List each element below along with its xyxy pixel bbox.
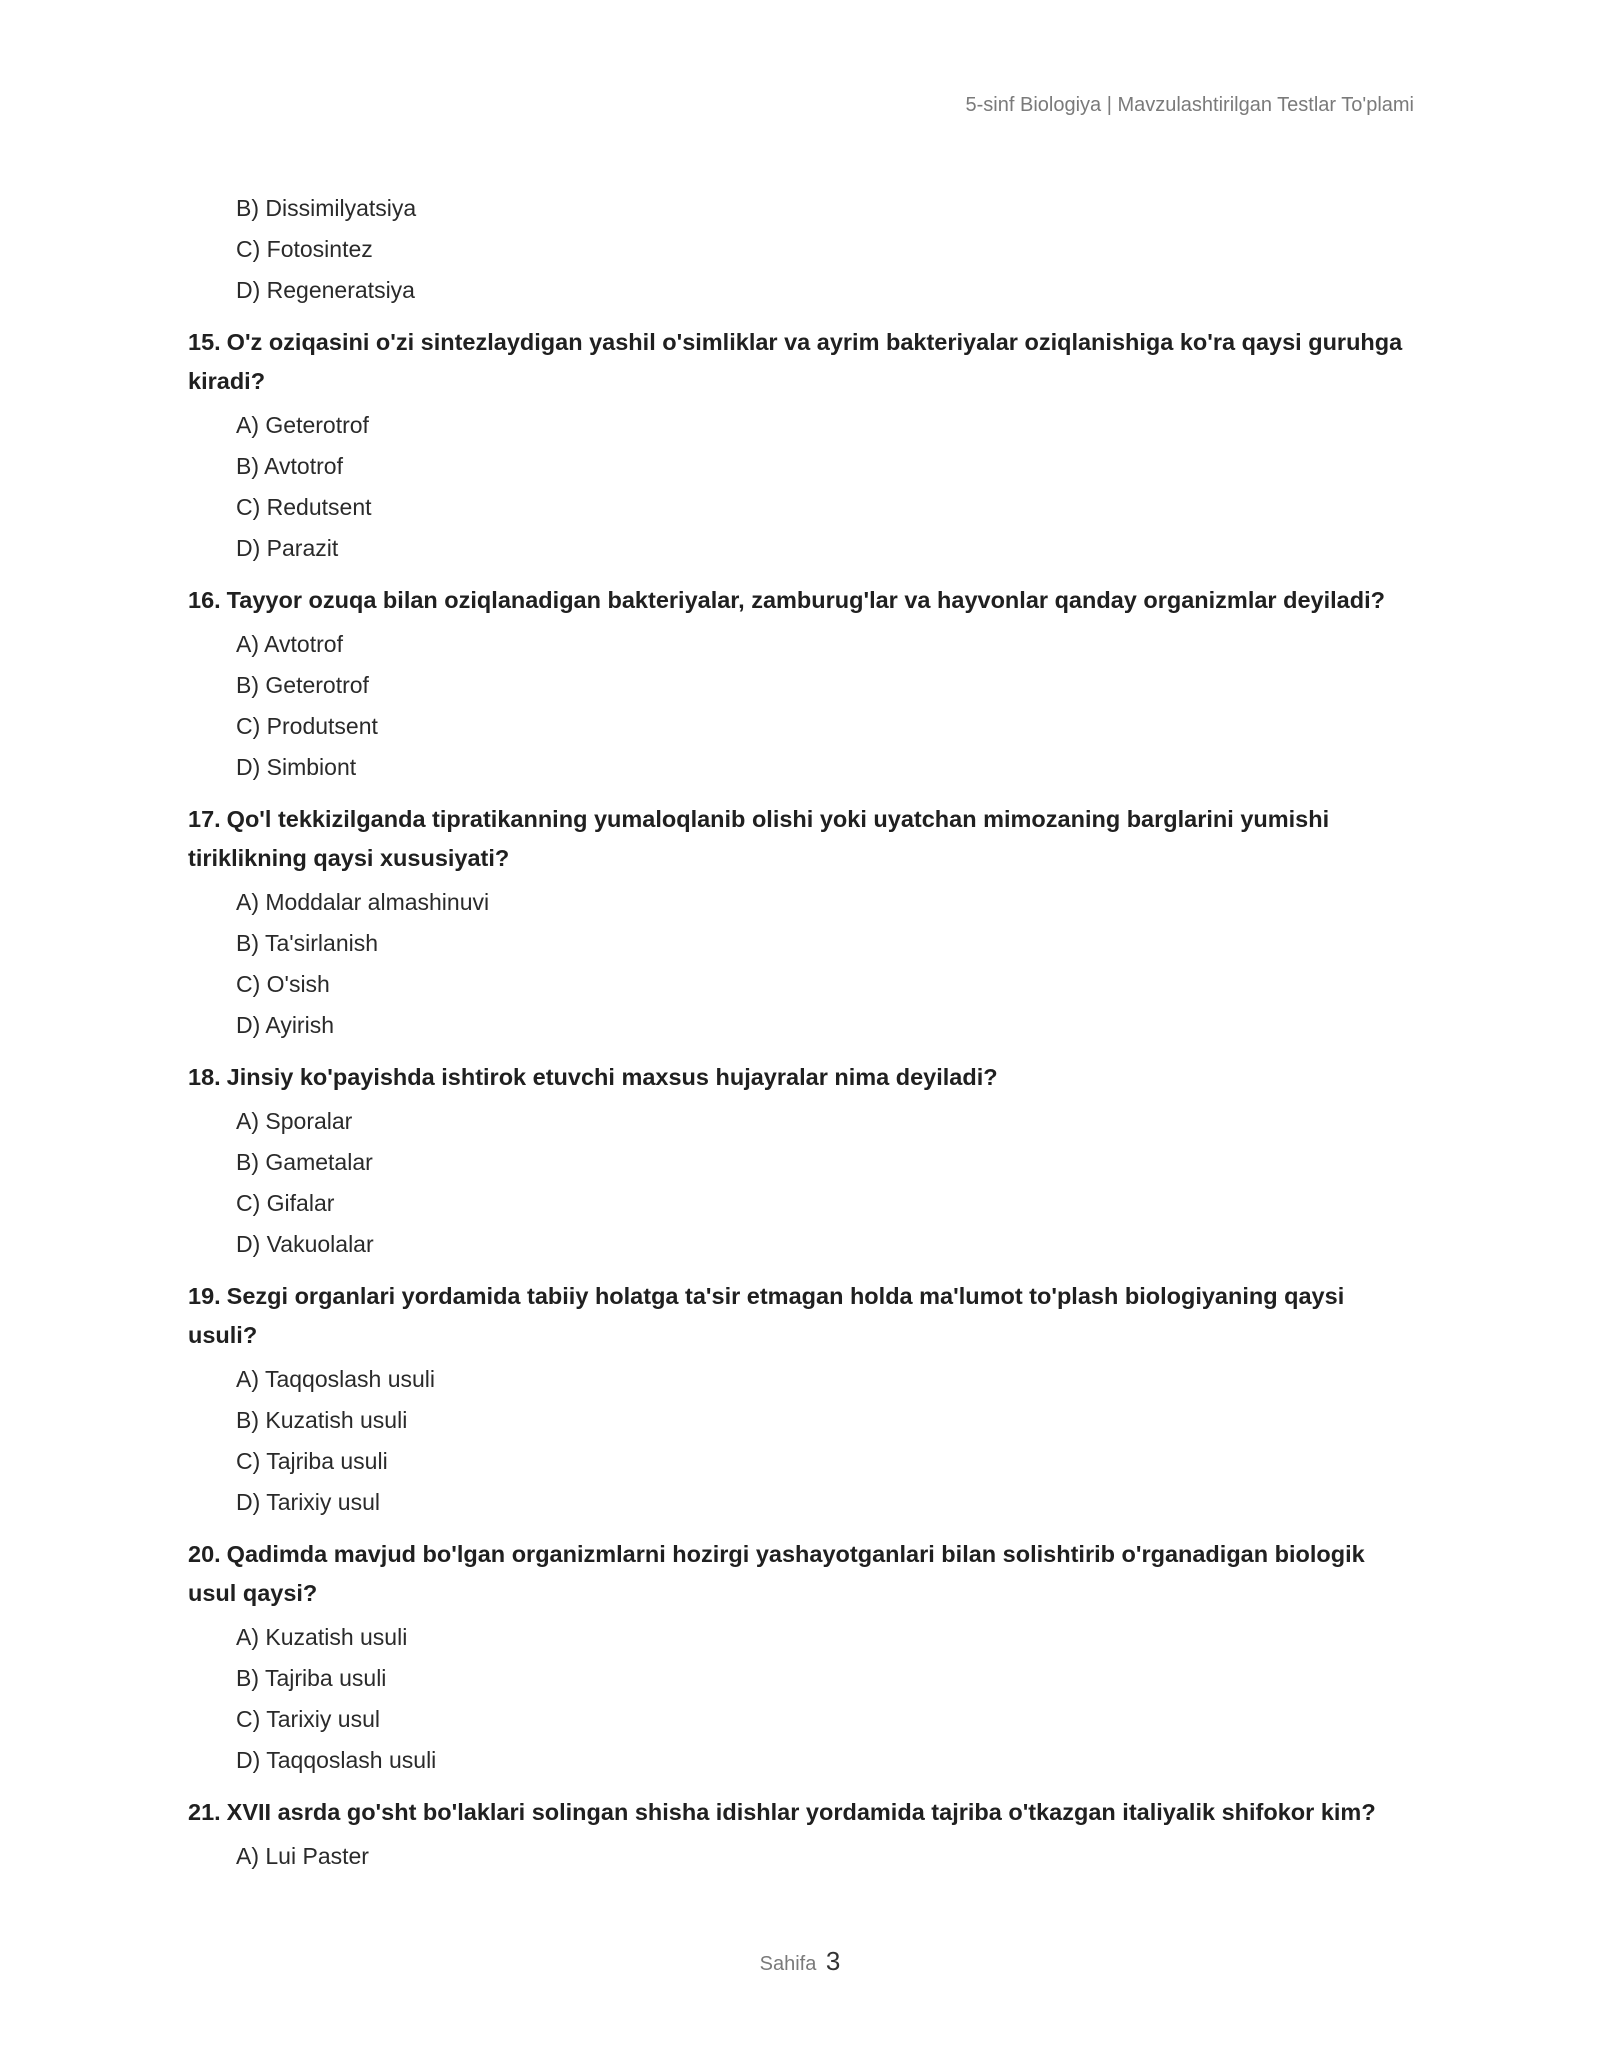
answer-option: C) O'sish [236,971,330,997]
page-label: Sahifa [759,1953,817,1975]
document-body [188,188,1416,1877]
answer-option: B) Geterotrof [236,672,369,698]
question-number: 19. [188,1283,221,1309]
question-block-21 [188,1793,1416,1877]
question-number: 15. [188,329,221,355]
continued-options [188,188,1416,311]
answer-option: A) Lui Paster [236,1843,369,1869]
question-block-18 [188,1058,1416,1265]
question-block-17 [188,800,1416,1046]
question-body: Jinsiy ko'payishda ishtirok etuvchi maxsus hujayralar nima deyiladi? [226,1064,998,1090]
answer-option: D) Taqqoslash usuli [236,1747,437,1773]
answer-option: C) Tajriba usuli [236,1448,388,1474]
question-body: O'z oziqasini o'zi sintezlaydigan yashil o'simliklar va ayrim bakteriyalar oziqlanishiga ko'ra qaysi guruhga kiradi? [188,329,1403,394]
answer-option: B) Ta'sirlanish [236,930,379,956]
question-text [188,323,1416,401]
question-number: 21. [188,1799,221,1825]
answer-option: A) Moddalar almashinuvi [236,889,490,915]
question-number: 16. [188,587,221,613]
question-text [188,581,1416,620]
answer-option: A) Geterotrof [236,412,369,438]
answer-option: D) Tarixiy usul [236,1489,380,1515]
answer-option: B) Avtotrof [236,453,343,479]
question-text [188,1793,1416,1832]
question-block-20 [188,1535,1416,1781]
question-body: Sezgi organlari yordamida tabiiy holatga ta'sir etmagan holda ma'lumot to'plash biologiyaning qaysi usuli? [188,1283,1345,1348]
page-footer [0,1946,1600,1977]
question-body: Qo'l tekkizilganda tipratikanning yumaloqlanib olishi yoki uyatchan mimozaning barglarini yumishi tiriklikning qaysi xususiyati? [188,806,1330,871]
page-number: 3 [825,1946,841,1976]
question-text [188,1535,1416,1613]
answer-option: C) Fotosintez [236,236,373,262]
page-header: 5-sinf Biologiya | Mavzulashtirilgan Testlar To'plami [965,94,1414,116]
answer-option: D) Simbiont [236,754,357,780]
question-block-19 [188,1277,1416,1523]
question-body: Qadimda mavjud bo'lgan organizmlarni hozirgi yashayotganlari bilan solishtirib o'rganadigan biologik usul qaysi? [188,1541,1365,1606]
answer-option: A) Kuzatish usuli [236,1624,408,1650]
answer-option: B) Tajriba usuli [236,1665,387,1691]
question-block-15 [188,323,1416,569]
question-number: 17. [188,806,221,832]
answer-option: A) Sporalar [236,1108,353,1134]
answer-option: A) Avtotrof [236,631,343,657]
question-block-16 [188,581,1416,788]
answer-option: D) Parazit [236,535,339,561]
answer-option: C) Tarixiy usul [236,1706,380,1732]
answer-option: C) Produtsent [236,713,378,739]
answer-option: A) Taqqoslash usuli [236,1366,436,1392]
answer-option: D) Ayirish [236,1012,334,1038]
answer-option: B) Gametalar [236,1149,373,1175]
answer-option: B) Dissimilyatsiya [236,195,417,221]
answer-option: D) Vakuolalar [236,1231,374,1257]
question-number: 20. [188,1541,221,1567]
question-text [188,1058,1416,1097]
answer-option: B) Kuzatish usuli [236,1407,408,1433]
question-body: XVII asrda go'sht bo'laklari solingan shisha idishlar yordamida tajriba o'tkazgan italiyalik shifokor kim? [226,1799,1376,1825]
answer-option: D) Regeneratsiya [236,277,415,303]
question-text [188,800,1416,878]
answer-option: C) Redutsent [236,494,372,520]
question-body: Tayyor ozuqa bilan oziqlanadigan bakteriyalar, zamburug'lar va hayvonlar qanday organizmlar deyiladi? [226,587,1385,613]
question-number: 18. [188,1064,221,1090]
question-text [188,1277,1416,1355]
answer-option: C) Gifalar [236,1190,335,1216]
